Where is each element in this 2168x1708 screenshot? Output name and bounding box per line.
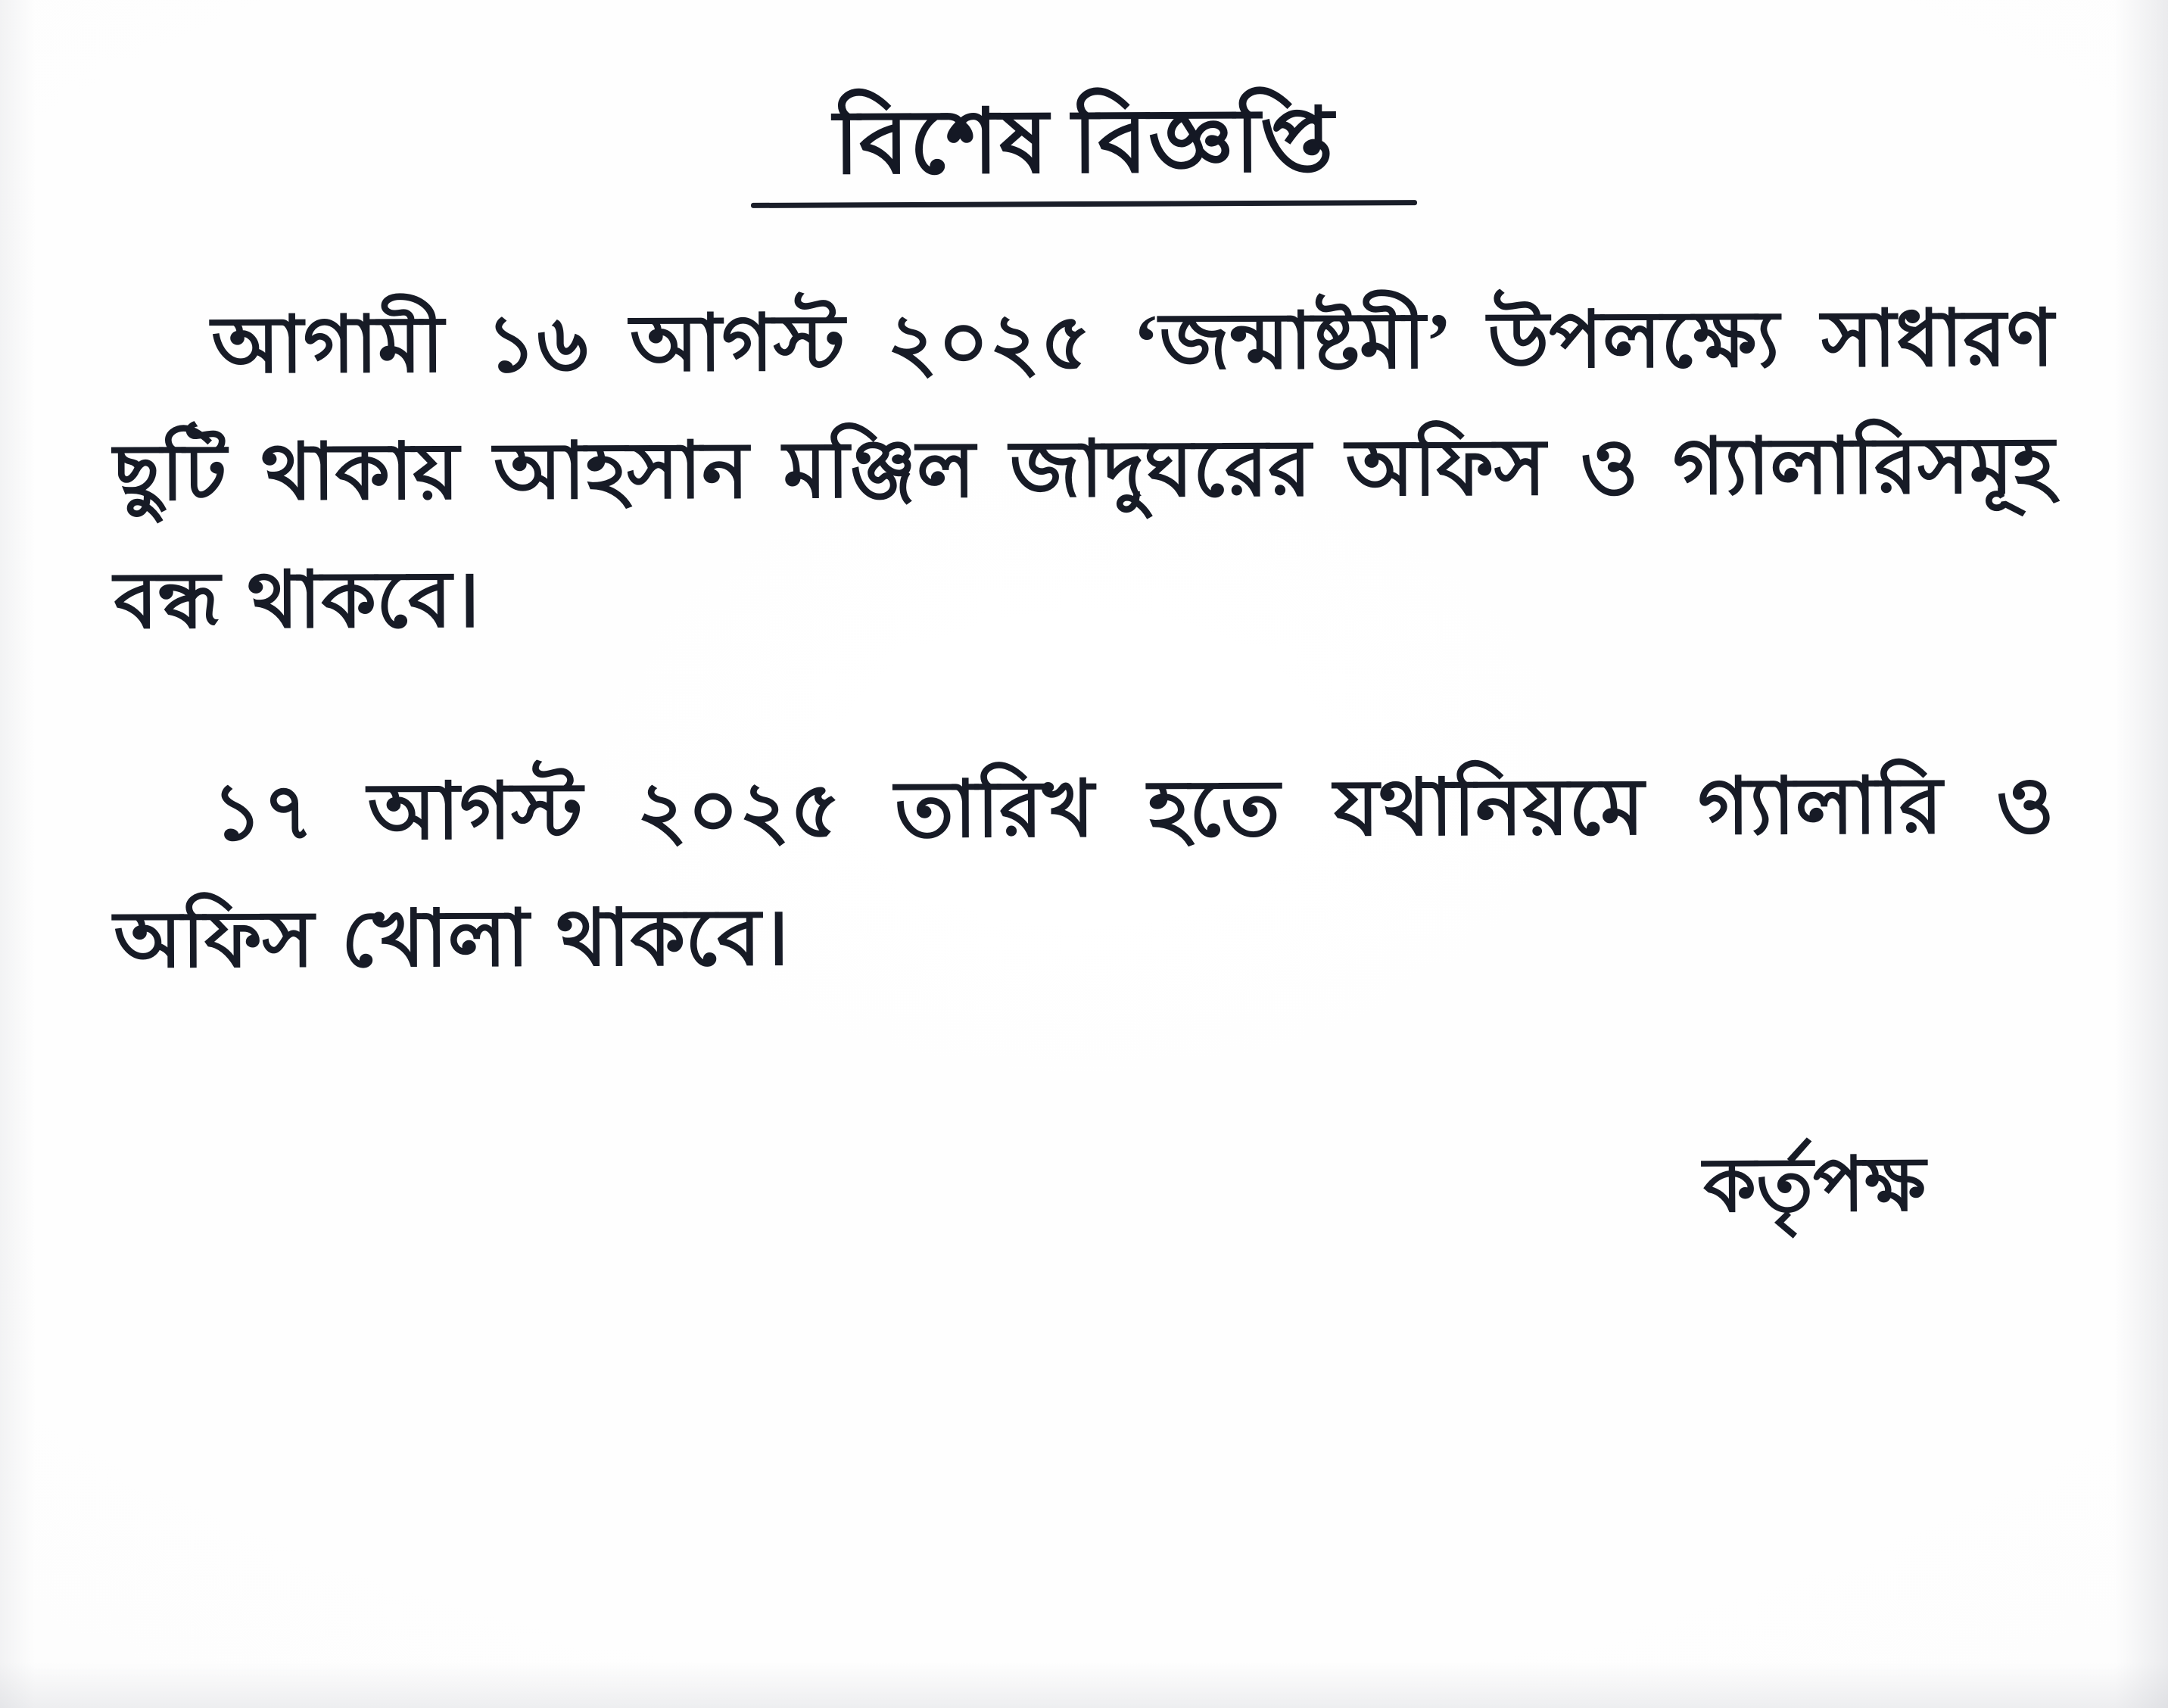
title-underline	[751, 200, 1417, 208]
notice-title: বিশেষ বিজ্ঞপ্তি	[833, 91, 1335, 193]
notice-paragraph-1: আগামী ১৬ আগস্ট ২০২৫ ‘জন্মাষ্টমী’ উপলক্ষ্যে সাধারণ ছুটি থাকায় আহসান মঞ্জিল জাদুঘরের অফিস ও গ্যালারিসমূহ বন্ধ থাকবে।	[113, 295, 2055, 645]
notice-signature: কর্তৃপক্ষ	[1702, 1142, 1927, 1228]
notice-body	[114, 279, 2054, 1002]
notice-paragraph-2: ১৭ আগস্ট ২০২৫ তারিখ হতে যথানিয়মে গ্যালারি ও অফিস খোলা থাকবে।	[114, 762, 2054, 985]
